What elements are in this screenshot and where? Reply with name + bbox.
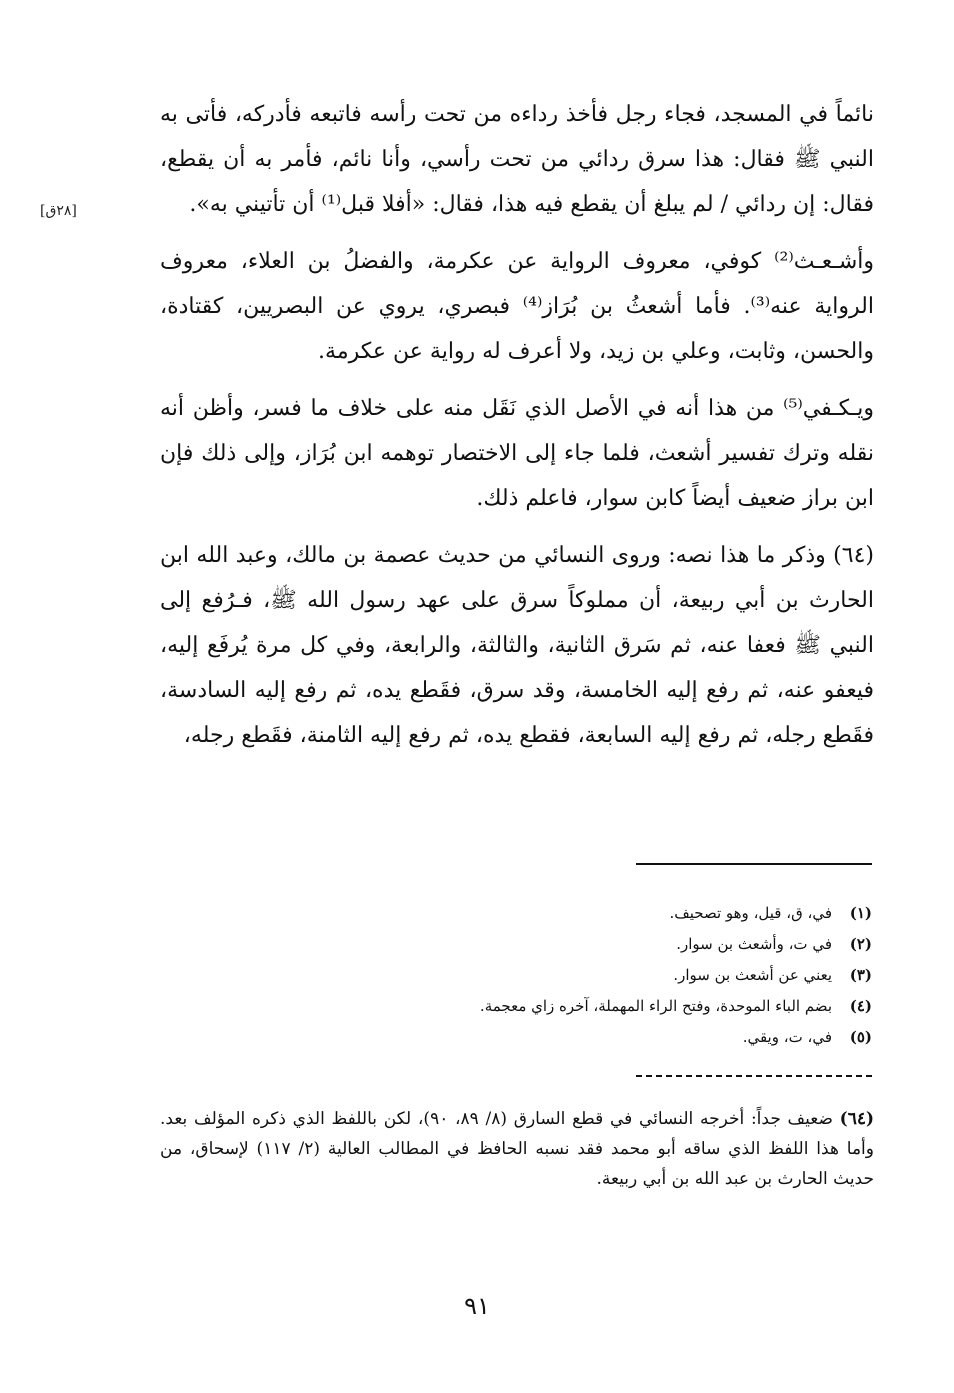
main-paragraph-3: ويـكـفي⁽⁵⁾ من هذا أنه في الأصل الذي نَقَل منه على خلاف ما فسر، وأظن أنه نقله وترك تفسير أشعث، فلما جاء إلى الاختصار توهمه ابن بُرَاز، وإلى ذلك فإن ابن براز ضعيف أيضاً كابن سوار، فاعلم ذلك.: [160, 396, 874, 511]
manuscript-folio-note: [٢٨ق]: [40, 203, 77, 219]
footnote-text: في، ق، قيل، وهو تصحيف.: [669, 904, 832, 922]
footnote-text: في ت، وأشعث بن سوار.: [676, 935, 832, 953]
endnote-separator: [636, 1075, 872, 1077]
footnote-text: يعني عن أشعث بن سوار.: [673, 966, 832, 984]
footnote-5: [400, 1022, 872, 1053]
footnote-number: (٢): [849, 935, 872, 953]
footnote-number: (١): [849, 904, 872, 922]
page-number: ٩١: [464, 1292, 490, 1320]
main-text: [160, 92, 874, 770]
footnote-3: [400, 960, 872, 991]
footnote-number: (٣): [849, 966, 872, 984]
footnote-separator: [636, 863, 872, 865]
hadith-grading-note: [160, 1104, 874, 1194]
footnote-number: (٤): [849, 997, 872, 1015]
footnote-1: [400, 898, 872, 929]
footnotes: [400, 898, 872, 1053]
main-paragraph-2: وأشـعـث⁽²⁾ كوفي، معروف الرواية عن عكرمة، والفضلُ بن العلاء، معروف الرواية عنه⁽³⁾. فأما أشعثُ بن بُرَاز⁽⁴⁾ فبصري، يروي عن البصريين، كقتادة، والحسن، وثابت، وعلي بن زيد، ولا أعرف له رواية عن عكرمة.: [160, 249, 874, 364]
footnote-2: [400, 929, 872, 960]
main-paragraph-4: (٦٤) وذكر ما هذا نصه: وروى النسائي من حديث عصمة بن مالك، وعبد الله ابن الحارث بن أبي ربيعة، أن مملوكاً سرق على عهد رسول الله ﷺ، فـرُفع إلى النبي ﷺ فعفا عنه، ثم سَرق الثانية، والثالثة، والرابعة، وفي كل مرة يُرفَع إليه، فيعفو عنه، ثم رفع إليه الخامسة، وقد سرق، فقَطع يده، ثم رفع إليه السادسة، فقَطع رجله، ثم رفع إليه السابعة، فقطع يده، ثم رفع إليه الثامنة، فقَطع رجله،: [160, 543, 874, 748]
footnote-text: بضم الباء الموحدة، وفتح الراء المهملة، آخره زاي معجمة.: [479, 997, 832, 1015]
endnote-text: ضعيف جداً: أخرجه النسائي في قطع السارق (٨/ ٨٩، ٩٠)، لكن باللفظ الذي ذكره المؤلف بعد. وأما هذا اللفظ الذي ساقه أبو محمد فقد نسبه الحافظ في المطالب العالية (٢/ ١١٧) لإسحاق، من حديث الحارث بن عبد الله بن أبي ربيعة.: [160, 1109, 874, 1189]
endnote-number: (٦٤): [839, 1109, 875, 1129]
footnote-number: (٥): [849, 1028, 872, 1046]
main-paragraph-1: نائماً في المسجد، فجاء رجل فأخذ رداءه من تحت رأسه فاتبعه فأدركه، فأتى به النبي ﷺ فقال: هذا سرق ردائي من تحت رأسي، وأنا نائم، فأمر به أن يقطع، فقال: إن ردائي / لم يبلغ أن يقطع فيه هذا، فقال: «أفلا قبل⁽¹⁾ أن تأتيني به».: [160, 102, 874, 217]
footnote-text: في، ت، ويقي.: [742, 1028, 832, 1046]
footnote-4: [400, 991, 872, 1022]
